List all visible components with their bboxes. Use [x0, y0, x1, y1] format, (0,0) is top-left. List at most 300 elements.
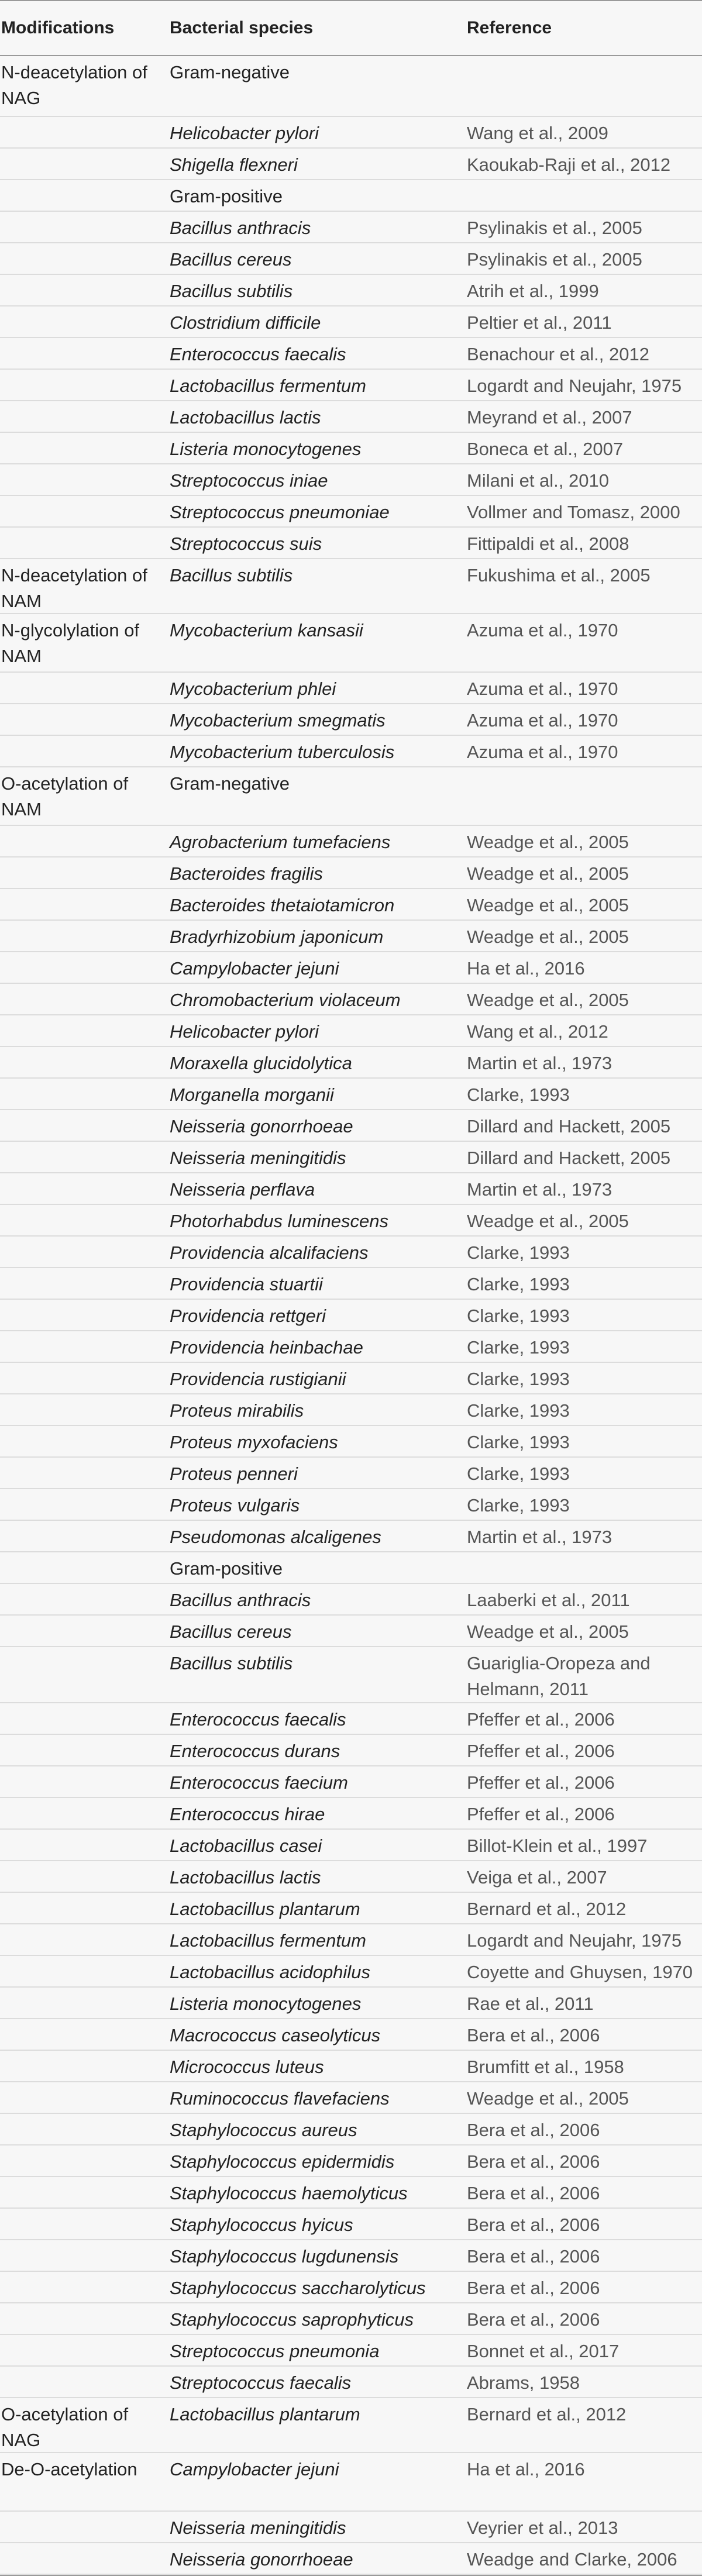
table-row [0, 496, 702, 528]
table-row [0, 1766, 702, 1798]
modification-cell [0, 1893, 164, 1923]
gram-group-label: Gram-positive [170, 186, 283, 206]
species-cell: Clostridium difficile [170, 312, 321, 333]
table-row [0, 306, 702, 338]
reference-cell: Veiga et al., 2007 [467, 1867, 607, 1888]
table-row [0, 2114, 702, 2145]
modification-cell [0, 2114, 164, 2144]
header-bacterial-species: Bacterial species [170, 18, 314, 37]
species-cell: Bacillus subtilis [170, 565, 293, 586]
reference-cell: Bera et al., 2006 [467, 2215, 600, 2235]
species-cell: Shigella flexneri [170, 154, 298, 175]
modification-cell [0, 2335, 164, 2365]
modification-cell [0, 338, 164, 369]
species-cell: Campylobacter jejuni [170, 2459, 339, 2479]
table-row [0, 1521, 702, 1552]
species-cell: Enterococcus faecium [170, 1772, 348, 1793]
reference-cell: Coyette and Ghuysen, 1970 [467, 1962, 693, 1982]
table-row [0, 2512, 702, 2543]
reference-cell: Bera et al., 2006 [467, 2246, 600, 2267]
table-row [0, 704, 702, 736]
modification-cell [0, 1458, 164, 1488]
table-row [0, 1173, 702, 1205]
table-row [0, 1363, 702, 1394]
species-cell: Campylobacter jejuni [170, 958, 339, 979]
species-cell: Staphylococcus aureus [170, 2120, 357, 2140]
species-cell: Bacillus subtilis [170, 281, 293, 301]
table-row [0, 56, 702, 117]
table-row [0, 1893, 702, 1924]
reference-cell: Billot-Klein et al., 1997 [467, 1835, 648, 1856]
table-row [0, 559, 702, 614]
species-cell: Ruminococcus flavefaciens [170, 2088, 390, 2109]
table-row [0, 1237, 702, 1268]
species-cell: Streptococcus suis [170, 533, 322, 554]
reference-cell: Boneca et al., 2007 [467, 439, 624, 459]
table-row [0, 614, 702, 673]
modification-cell [0, 2272, 164, 2302]
table-row [0, 433, 702, 464]
table-row [0, 2051, 702, 2082]
reference-cell: Kaoukab-Raji et al., 2012 [467, 154, 671, 175]
species-cell: Lactobacillus lactis [170, 1867, 321, 1888]
species-cell: Lactobacillus fermentum [170, 376, 366, 396]
reference-cell: Clarke, 1993 [467, 1463, 570, 1484]
modification-cell [0, 149, 164, 179]
table-row [0, 243, 702, 275]
table-row [0, 1331, 702, 1363]
reference-cell: Veyrier et al., 2013 [467, 2518, 618, 2538]
modification-cell [0, 857, 164, 888]
table-row [0, 1047, 702, 1079]
modification-cell: N-deacetylation of NAM [1, 565, 147, 611]
table-row [0, 1616, 702, 1647]
table-row [0, 149, 702, 180]
species-cell: Lactobacillus acidophilus [170, 1962, 370, 1982]
species-cell: Enterococcus durans [170, 1741, 340, 1761]
table-row [0, 673, 702, 704]
reference-cell: Milani et al., 2010 [467, 470, 609, 491]
modification-cell [0, 1394, 164, 1425]
table-row [0, 528, 702, 559]
species-cell: Bacteroides fragilis [170, 863, 323, 884]
species-cell: Helicobacter pylori [170, 1021, 319, 1042]
modification-cell: N-glycolylation of NAM [1, 620, 140, 666]
species-cell: Staphylococcus epidermidis [170, 2151, 395, 2172]
reference-cell: Weadge et al., 2005 [467, 927, 629, 947]
table-row [0, 984, 702, 1015]
table-row [0, 370, 702, 401]
table-row [0, 2177, 702, 2209]
species-cell: Agrobacterium tumefaciens [170, 832, 391, 852]
table-row [0, 401, 702, 433]
reference-cell: Clarke, 1993 [467, 1400, 570, 1421]
species-cell: Providencia rettgeri [170, 1306, 326, 1326]
species-cell: Bacillus cereus [170, 249, 292, 270]
species-cell: Mycobacterium kansasii [170, 620, 363, 640]
modification-cell [0, 2240, 164, 2271]
table-row [0, 1300, 702, 1331]
reference-cell: Bera et al., 2006 [467, 2025, 600, 2045]
species-cell: Proteus mirabilis [170, 1400, 304, 1421]
species-cell: Neisseria gonorrhoeae [170, 1116, 353, 1137]
reference-cell: Clarke, 1993 [467, 1274, 570, 1294]
table-row [0, 921, 702, 952]
species-cell: Listeria monocytogenes [170, 1993, 362, 2014]
reference-cell: Pfeffer et al., 2006 [467, 1741, 615, 1761]
modification-cell [0, 212, 164, 242]
species-cell: Streptococcus iniae [170, 470, 328, 491]
modification-cell [0, 275, 164, 305]
table-row [0, 1647, 702, 1703]
reference-cell [467, 767, 702, 825]
modification-cell [0, 1426, 164, 1456]
species-cell: Enterococcus faecalis [170, 344, 346, 364]
species-cell: Bacillus subtilis [170, 1653, 293, 1673]
table-row [0, 1458, 702, 1489]
modification-cell [0, 952, 164, 983]
species-cell: Providencia heinbachae [170, 1337, 363, 1358]
table-row [0, 2019, 702, 2051]
table-row [0, 2453, 702, 2512]
table-row [0, 1798, 702, 1830]
species-cell: Staphylococcus haemolyticus [170, 2183, 408, 2203]
species-cell: Photorhabdus luminescens [170, 1211, 388, 1231]
species-cell: Neisseria gonorrhoeae [170, 2549, 353, 2570]
reference-cell: Wang et al., 2009 [467, 123, 608, 143]
species-cell: Micrococcus luteus [170, 2057, 324, 2077]
reference-cell: Weadge et al., 2005 [467, 1211, 629, 1231]
table-row [0, 2209, 702, 2240]
species-cell: Providencia rustigianii [170, 1369, 346, 1389]
modification-cell [0, 1735, 164, 1765]
modification-cell [0, 1489, 164, 1520]
reference-cell: Bera et al., 2006 [467, 2183, 600, 2203]
species-cell: Mycobacterium smegmatis [170, 710, 386, 731]
table-row [0, 1861, 702, 1893]
species-cell: Providencia stuartii [170, 1274, 323, 1294]
table-row [0, 1584, 702, 1616]
modification-cell [0, 2082, 164, 2113]
modification-cell [0, 736, 164, 766]
reference-cell: Weadge et al., 2005 [467, 832, 629, 852]
modification-cell [0, 704, 164, 735]
modification-cell [0, 1924, 164, 1955]
modification-cell [0, 984, 164, 1014]
modification-cell [0, 1205, 164, 1235]
table-row [0, 2303, 702, 2335]
reference-cell: Clarke, 1993 [467, 1495, 570, 1516]
species-cell: Streptococcus pneumonia [170, 2341, 380, 2361]
table-row [0, 1735, 702, 1766]
reference-cell: Atrih et al., 1999 [467, 281, 599, 301]
modification-cell [0, 1300, 164, 1330]
table-row [0, 1703, 702, 1735]
modification-cell [0, 117, 164, 147]
reference-cell: Pfeffer et al., 2006 [467, 1709, 615, 1730]
modification-cell [0, 1647, 164, 1702]
species-cell: Macrococcus caseolyticus [170, 2025, 381, 2045]
species-cell: Bacteroides thetaiotamicron [170, 895, 395, 915]
modification-cell [0, 1552, 164, 1583]
reference-cell: Wang et al., 2012 [467, 1021, 608, 1042]
reference-cell: Benachour et al., 2012 [467, 344, 649, 364]
modification-cell [0, 1331, 164, 1362]
reference-cell: Clarke, 1993 [467, 1337, 570, 1358]
species-cell: Pseudomonas alcaligenes [170, 1527, 381, 1547]
reference-cell: Weadge et al., 2005 [467, 1621, 629, 1642]
modification-cell [0, 2367, 164, 2397]
modification-cell [0, 2051, 164, 2081]
reference-cell: Ha et al., 2016 [467, 2459, 585, 2479]
reference-cell: Psylinakis et al., 2005 [467, 249, 642, 270]
reference-cell: Azuma et al., 1970 [467, 679, 618, 699]
reference-cell: Fittipaldi et al., 2008 [467, 533, 629, 554]
species-cell: Enterococcus hirae [170, 1804, 325, 1824]
species-cell: Streptococcus pneumoniae [170, 502, 390, 522]
reference-cell: Ha et al., 2016 [467, 958, 585, 979]
table-row [0, 180, 702, 212]
table-row [0, 2145, 702, 2177]
species-cell: Neisseria perflava [170, 1179, 315, 1200]
modification-cell [0, 889, 164, 919]
species-cell: Listeria monocytogenes [170, 439, 362, 459]
reference-cell: Meyrand et al., 2007 [467, 407, 632, 428]
modification-cell [0, 528, 164, 558]
modification-cell [0, 1798, 164, 1828]
species-cell: Mycobacterium tuberculosis [170, 742, 395, 762]
table-row [0, 117, 702, 149]
modification-cell [0, 1047, 164, 1077]
reference-cell: Pfeffer et al., 2006 [467, 1804, 615, 1824]
modification-cell: De-O-acetylation [1, 2459, 137, 2479]
modification-cell [0, 2019, 164, 2050]
reference-cell: Clarke, 1993 [467, 1432, 570, 1452]
modification-cell [0, 921, 164, 951]
species-cell: Lactobacillus plantarum [170, 2404, 360, 2425]
modification-cell [0, 1237, 164, 1267]
modification-cell [0, 1766, 164, 1797]
reference-cell: Bera et al., 2006 [467, 2309, 600, 2330]
modification-cell [0, 2512, 164, 2542]
table-row [0, 338, 702, 370]
table-row [0, 2398, 702, 2453]
modification-cell [0, 1584, 164, 1614]
reference-cell: Peltier et al., 2011 [467, 312, 612, 333]
table-row [0, 1268, 702, 1300]
reference-cell: Dillard and Hackett, 2005 [467, 1116, 671, 1137]
reference-cell: Abrams, 1958 [467, 2372, 580, 2393]
table-row [0, 1394, 702, 1426]
species-cell: Proteus vulgaris [170, 1495, 300, 1516]
modification-cell [0, 2303, 164, 2334]
reference-cell: Brumfitt et al., 1958 [467, 2057, 624, 2077]
table-row [0, 1924, 702, 1956]
reference-cell: Psylinakis et al., 2005 [467, 218, 642, 238]
table-row [0, 1110, 702, 1142]
reference-cell: Guariglia-Oropeza and Helmann, 2011 [467, 1653, 651, 1699]
table-row [0, 736, 702, 767]
species-cell: Proteus penneri [170, 1463, 298, 1484]
modification-cell [0, 1521, 164, 1551]
reference-cell: Clarke, 1993 [467, 1242, 570, 1263]
reference-cell: Logardt and Neujahr, 1975 [467, 376, 682, 396]
modification-cell [0, 1861, 164, 1892]
table-row [0, 767, 702, 826]
header-reference: Reference [467, 18, 552, 37]
table-row [0, 1426, 702, 1458]
table-row [0, 2335, 702, 2367]
table-row [0, 464, 702, 496]
reference-cell: Azuma et al., 1970 [467, 710, 618, 731]
table-row [0, 826, 702, 857]
modification-cell: N-deacetylation of NAG [1, 62, 147, 108]
reference-cell: Fukushima et al., 2005 [467, 565, 651, 586]
table-row [0, 857, 702, 889]
modification-cell [0, 1268, 164, 1299]
species-cell: Staphylococcus hyicus [170, 2215, 353, 2235]
modification-cell [0, 1110, 164, 1141]
reference-cell: Logardt and Neujahr, 1975 [467, 1930, 682, 1951]
species-cell: Staphylococcus lugdunensis [170, 2246, 399, 2267]
table-row [0, 1956, 702, 1988]
table-row [0, 889, 702, 921]
modification-cell [0, 433, 164, 463]
species-cell: Proteus myxofaciens [170, 1432, 338, 1452]
reference-cell [467, 56, 702, 116]
table-row [0, 1489, 702, 1521]
gram-group-label: Gram-positive [170, 1558, 283, 1579]
reference-cell: Azuma et al., 1970 [467, 742, 618, 762]
modification-cell [0, 1079, 164, 1109]
reference-cell: Rae et al., 2011 [467, 1993, 594, 2014]
table-row [0, 2367, 702, 2398]
reference-cell: Azuma et al., 1970 [467, 620, 618, 640]
reference-cell: Bernard et al., 2012 [467, 2404, 627, 2425]
reference-cell [467, 180, 702, 211]
species-cell: Providencia alcalifaciens [170, 1242, 369, 1263]
modification-cell [0, 1956, 164, 1986]
table-row [0, 1830, 702, 1861]
table-row [0, 1205, 702, 1237]
table-row [0, 2543, 702, 2575]
species-cell: Morganella morganii [170, 1084, 334, 1105]
modification-cell: O-acetylation of NAM [1, 773, 129, 819]
reference-cell: Clarke, 1993 [467, 1369, 570, 1389]
table-body [0, 56, 702, 2576]
modification-cell [0, 370, 164, 400]
species-cell: Staphylococcus saccharolyticus [170, 2278, 426, 2298]
species-cell: Moraxella glucidolytica [170, 1053, 352, 1073]
table-row [0, 1015, 702, 1047]
modification-cell [0, 1142, 164, 1172]
modification-cell [0, 1015, 164, 1046]
species-cell: Chromobacterium violaceum [170, 990, 401, 1010]
species-cell: Bacillus cereus [170, 1621, 292, 1642]
gram-group-label: Gram-negative [170, 773, 290, 794]
reference-cell: Pfeffer et al., 2006 [467, 1772, 615, 1793]
modification-cell [0, 180, 164, 211]
species-cell: Lactobacillus casei [170, 1835, 322, 1856]
table-row [0, 952, 702, 984]
reference-cell: Weadge et al., 2005 [467, 990, 629, 1010]
reference-cell: Weadge et al., 2005 [467, 863, 629, 884]
species-cell: Mycobacterium phlei [170, 679, 336, 699]
species-cell: Lactobacillus lactis [170, 407, 321, 428]
reference-cell: Bernard et al., 2012 [467, 1899, 627, 1919]
reference-cell: Laaberki et al., 2011 [467, 1590, 630, 1610]
reference-cell: Dillard and Hackett, 2005 [467, 1148, 671, 1168]
modification-cell [0, 673, 164, 703]
modification-cell [0, 401, 164, 432]
reference-cell: Weadge and Clarke, 2006 [467, 2549, 677, 2570]
modification-cell [0, 464, 164, 495]
modification-cell [0, 243, 164, 274]
modification-cell [0, 2543, 164, 2574]
table-row [0, 212, 702, 243]
table-row [0, 2272, 702, 2303]
header-modifications: Modifications [1, 18, 115, 37]
modification-cell [0, 306, 164, 337]
reference-cell: Weadge et al., 2005 [467, 2088, 629, 2109]
modification-cell [0, 1173, 164, 1204]
reference-cell: Bera et al., 2006 [467, 2120, 600, 2140]
modification-cell [0, 1988, 164, 2018]
species-cell: Neisseria meningitidis [170, 2518, 346, 2538]
species-cell: Lactobacillus fermentum [170, 1930, 366, 1951]
modification-cell [0, 1616, 164, 1646]
reference-cell: Bera et al., 2006 [467, 2151, 600, 2172]
reference-cell: Vollmer and Tomasz, 2000 [467, 502, 680, 522]
species-cell: Helicobacter pylori [170, 123, 319, 143]
table-row [0, 2082, 702, 2114]
modification-cell [0, 1363, 164, 1393]
reference-cell: Bonnet et al., 2017 [467, 2341, 620, 2361]
table-row [0, 1988, 702, 2019]
reference-cell: Martin et al., 1973 [467, 1527, 612, 1547]
table-header [0, 0, 702, 56]
reference-cell [467, 1552, 702, 1583]
modification-cell [0, 1703, 164, 1734]
modification-cell [0, 496, 164, 526]
table-row [0, 2240, 702, 2272]
table-row [0, 1079, 702, 1110]
species-cell: Enterococcus faecalis [170, 1709, 346, 1730]
gram-group-label: Gram-negative [170, 62, 290, 82]
species-cell: Bacillus anthracis [170, 1590, 311, 1610]
species-cell: Lactobacillus plantarum [170, 1899, 360, 1919]
species-cell: Neisseria meningitidis [170, 1148, 346, 1168]
reference-cell: Bera et al., 2006 [467, 2278, 600, 2298]
modification-cell [0, 2145, 164, 2176]
modification-cell: O-acetylation of NAG [1, 2404, 129, 2450]
species-cell: Bacillus anthracis [170, 218, 311, 238]
reference-cell: Clarke, 1993 [467, 1306, 570, 1326]
modification-cell [0, 826, 164, 856]
modification-cell [0, 2209, 164, 2239]
species-cell: Streptococcus faecalis [170, 2372, 352, 2393]
table-row [0, 1552, 702, 1584]
species-cell: Bradyrhizobium japonicum [170, 927, 384, 947]
species-cell: Staphylococcus saprophyticus [170, 2309, 414, 2330]
modification-cell [0, 2177, 164, 2207]
table-row [0, 1142, 702, 1173]
reference-cell: Martin et al., 1973 [467, 1179, 612, 1200]
reference-cell: Weadge et al., 2005 [467, 895, 629, 915]
reference-cell: Martin et al., 1973 [467, 1053, 612, 1073]
modification-cell [0, 1830, 164, 1860]
reference-cell: Clarke, 1993 [467, 1084, 570, 1105]
